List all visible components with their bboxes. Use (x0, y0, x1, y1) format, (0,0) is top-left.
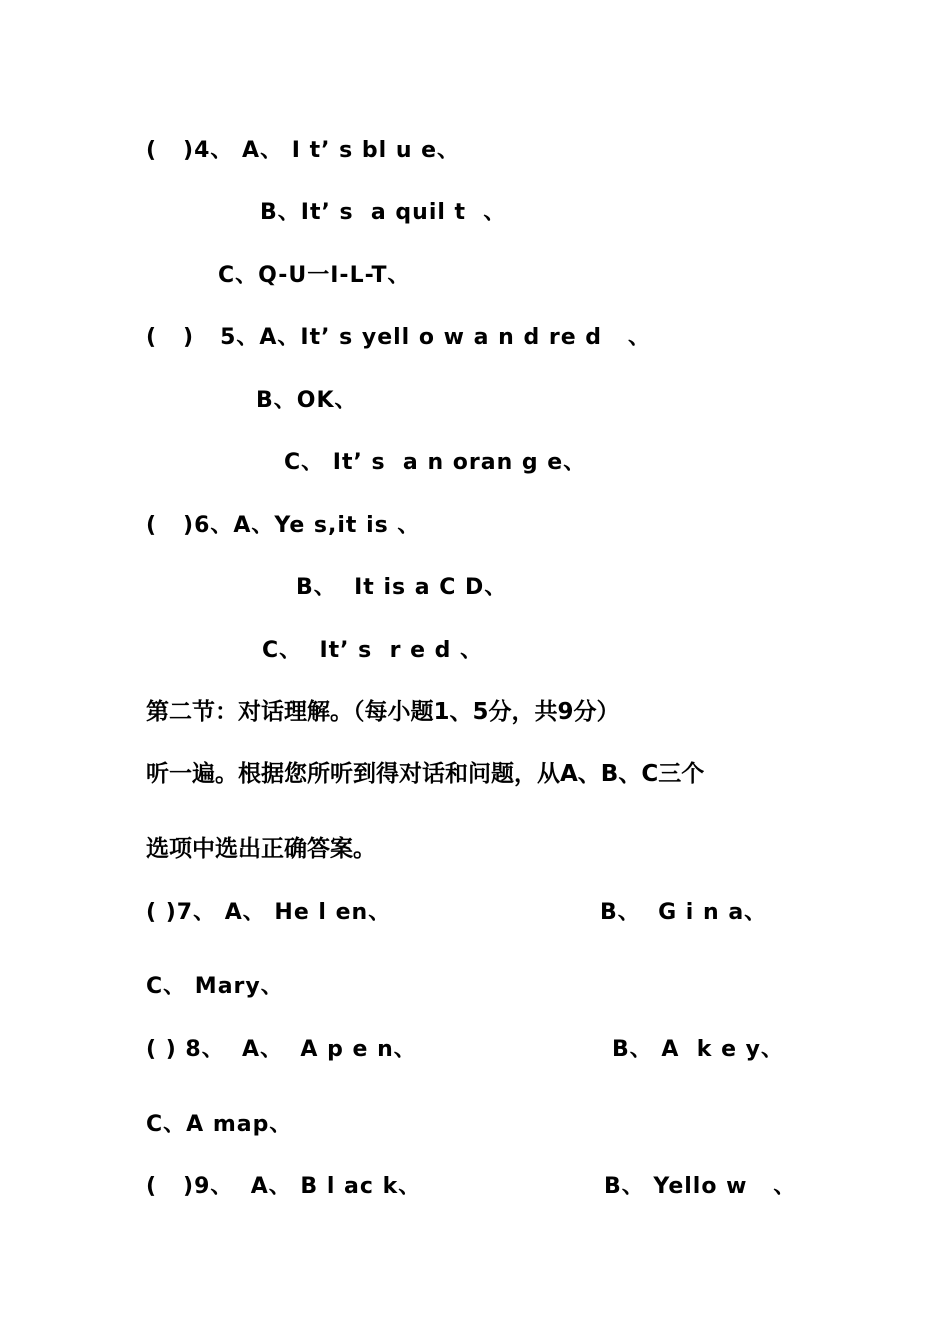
q4-option-c: C、Q-U一I-L-T、 (218, 263, 411, 288)
q6-option-a: ( )6、A、Ye s,it is 、 (146, 513, 421, 538)
section-instruction-line1: 听一遍。根据您所听到得对话和问题，从A、B、C三个 (146, 761, 705, 787)
section-heading: 第二节：对话理解。（每小题1、5分，共9分） (146, 699, 620, 725)
q5-option-a: ( ) 5、A、It’ s yell o w a n d re d 、 (146, 325, 652, 350)
q4-option-b: B、It’ s a quil t 、 (260, 200, 507, 225)
q6-option-c: C、 It’ s r e d 、 (262, 638, 484, 663)
q8-option-b: B、 A k e y、 (612, 1037, 784, 1062)
q5-option-c: C、 It’ s a n oran g e、 (284, 450, 587, 475)
q5-option-b: B、OK、 (256, 388, 358, 413)
q7-option-c: C、 Mary、 (146, 974, 284, 999)
q8-option-a: ( ) 8、 A、 A p e n、 (146, 1037, 417, 1062)
q6-option-b: B、 It is a C D、 (296, 575, 508, 600)
q9-option-b: B、 Yello w 、 (604, 1174, 797, 1199)
section-instruction-line2: 选项中选出正确答案。 (146, 836, 376, 862)
q7-option-a: ( )7、 A、 He l en、 (146, 900, 392, 925)
q8-option-c: C、A map、 (146, 1112, 293, 1137)
q7-option-b: B、 G i n a、 (600, 900, 768, 925)
q4-option-a: ( )4、 A、 I t’ s bl u e、 (146, 138, 461, 163)
q9-option-a: ( )9、 A、 B l ac k、 (146, 1174, 422, 1199)
